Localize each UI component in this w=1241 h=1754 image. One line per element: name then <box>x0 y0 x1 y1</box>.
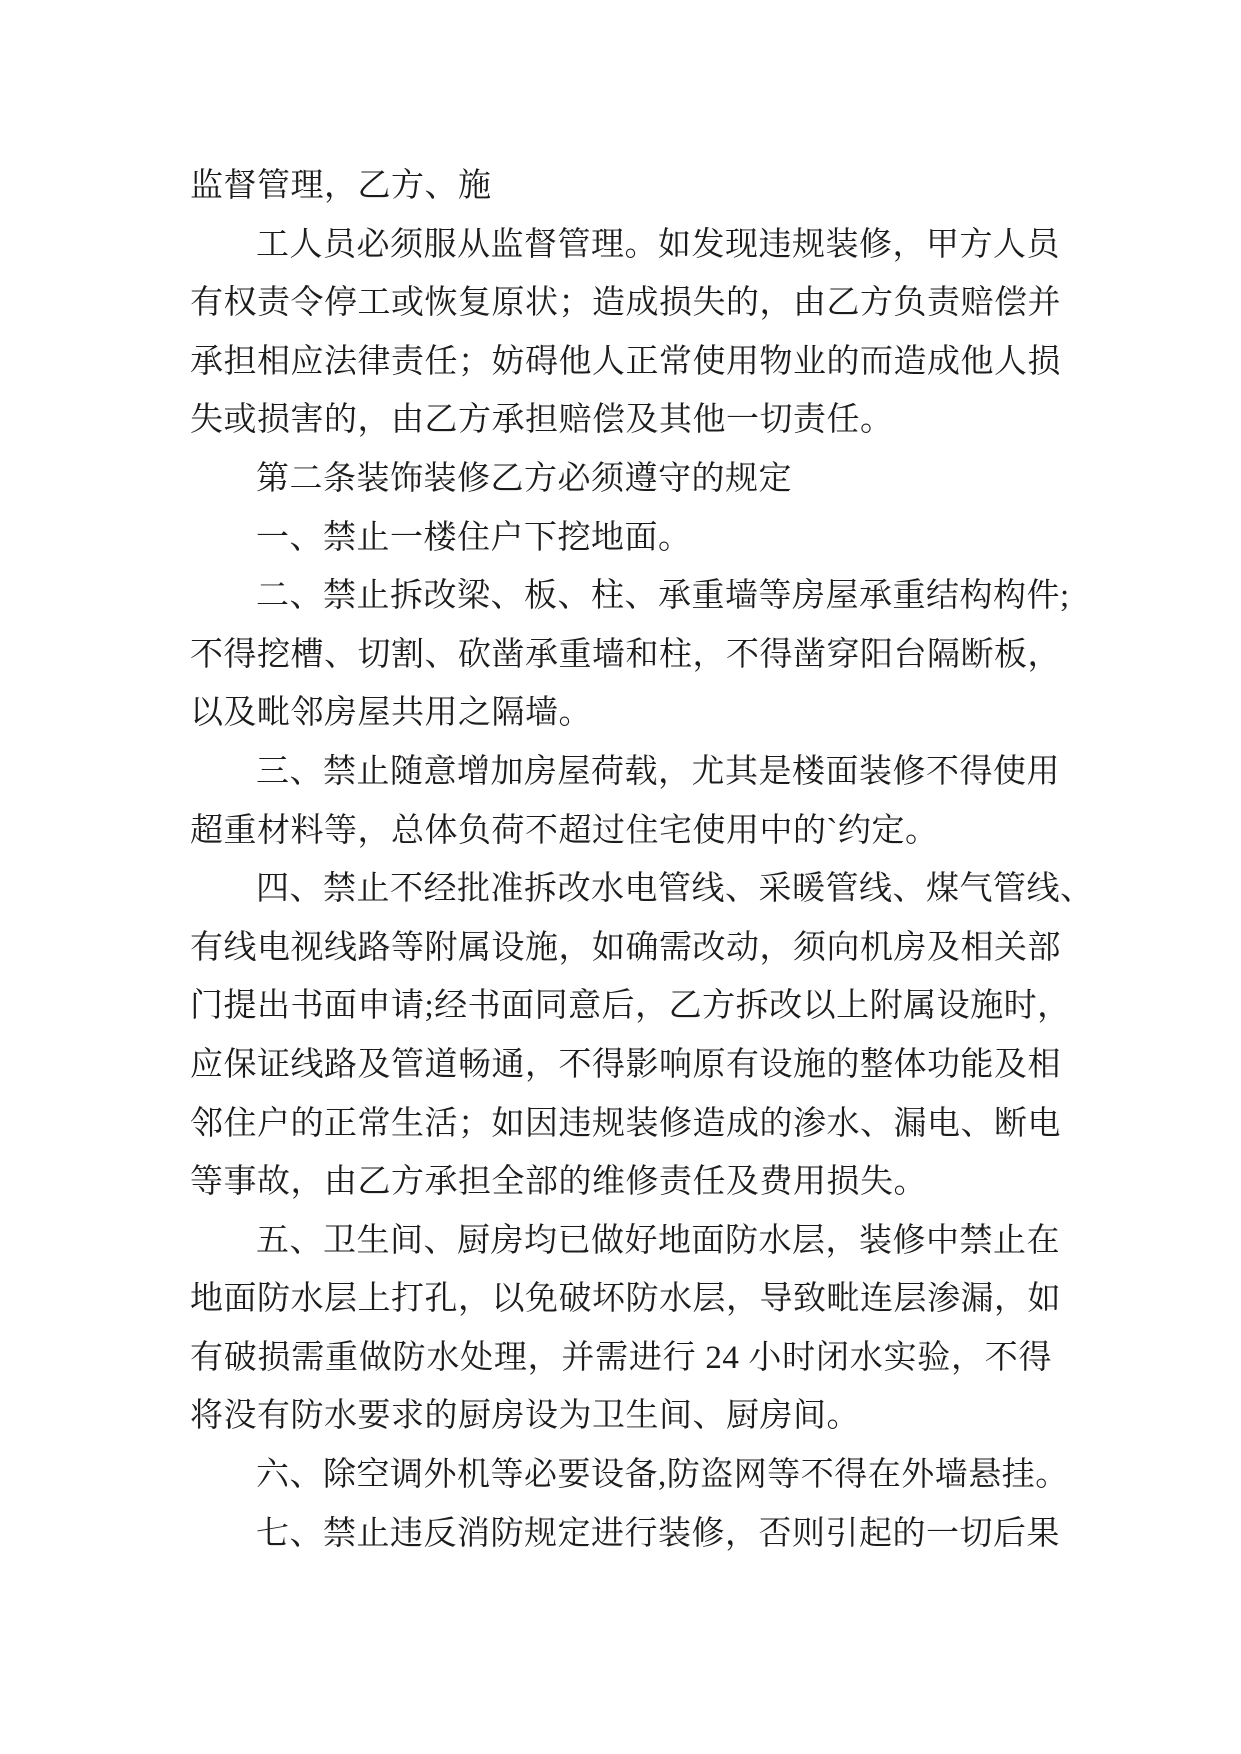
clause-item <box>190 567 1070 743</box>
clause-item <box>190 743 1060 860</box>
text-line: 有线电视线路等附属设施，如确需改动，须向机房及相关部 <box>190 929 1061 966</box>
text-line: 不得挖槽、切割、砍凿承重墙和柱，不得凿穿阳台隔断板， <box>190 636 1061 673</box>
paragraph <box>190 157 1052 216</box>
document-body <box>190 157 1094 1563</box>
text-line: 邻住户的正常生活；如因违规装修造成的渗水、漏电、断电 <box>190 1105 1061 1142</box>
text-line: 有权责令停工或恢复原状；造成损失的，由乙方负责赔偿并 <box>190 285 1061 322</box>
text-line: 第二条装饰装修乙方必须遵守的规定 <box>256 460 792 497</box>
text-line: 五、卫生间、厨房均已做好地面防水层，装修中禁止在 <box>256 1222 1060 1259</box>
text-line: 应保证线路及管道畅通，不得影响原有设施的整体功能及相 <box>190 1046 1061 1083</box>
clause-item <box>190 1212 1061 1446</box>
text-line: 监督管理，乙方、施 <box>190 168 492 204</box>
text-line: 等事故，由乙方承担全部的维修责任及费用损失。 <box>190 1164 927 1201</box>
text-line: 失或损害的，由乙方承担赔偿及其他一切责任。 <box>190 402 894 439</box>
text-line: 工人员必须服从监督管理。如发现违规装修，甲方人员 <box>256 226 1060 263</box>
clause-item <box>190 509 1052 568</box>
text-line: 二、禁止拆改梁、板、柱、承重墙等房屋承重结构构件; <box>256 578 1070 615</box>
text-line: 将没有防水要求的厨房设为卫生间、厨房间。 <box>190 1398 860 1435</box>
section-heading <box>190 450 1052 509</box>
text-line: 有破损需重做防水处理，并需进行 24 小时闭水实验，不得 <box>190 1339 1052 1376</box>
text-line: 地面防水层上打孔，以免破坏防水层，导致毗连层渗漏，如 <box>190 1281 1061 1318</box>
clause-item <box>190 1505 1060 1564</box>
text-line: 六、除空调外机等必要设备,防盗网等不得在外墙悬挂。 <box>256 1457 1069 1494</box>
text-line: 超重材料等，总体负荷不超过住宅使用中的`约定。 <box>190 812 939 849</box>
text-line: 一、禁止一楼住户下挖地面。 <box>256 519 692 556</box>
text-line: 七、禁止违反消防规定进行装修，否则引起的一切后果 <box>256 1515 1060 1552</box>
text-line: 承担相应法律责任；妨碍他人正常使用物业的而造成他人损 <box>190 343 1061 380</box>
text-line: 以及毗邻房屋共用之隔墙。 <box>190 695 592 732</box>
text-line: 门提出书面申请;经书面同意后，乙方拆改以上附属设施时， <box>190 988 1071 1025</box>
text-line: 四、禁止不经批准拆改水电管线、采暖管线、煤气管线、 <box>256 871 1094 908</box>
text-line: 三、禁止随意增加房屋荷载，尤其是楼面装修不得使用 <box>256 753 1060 790</box>
clause-item <box>190 1446 1069 1505</box>
paragraph <box>190 216 1061 450</box>
clause-item <box>190 860 1094 1212</box>
